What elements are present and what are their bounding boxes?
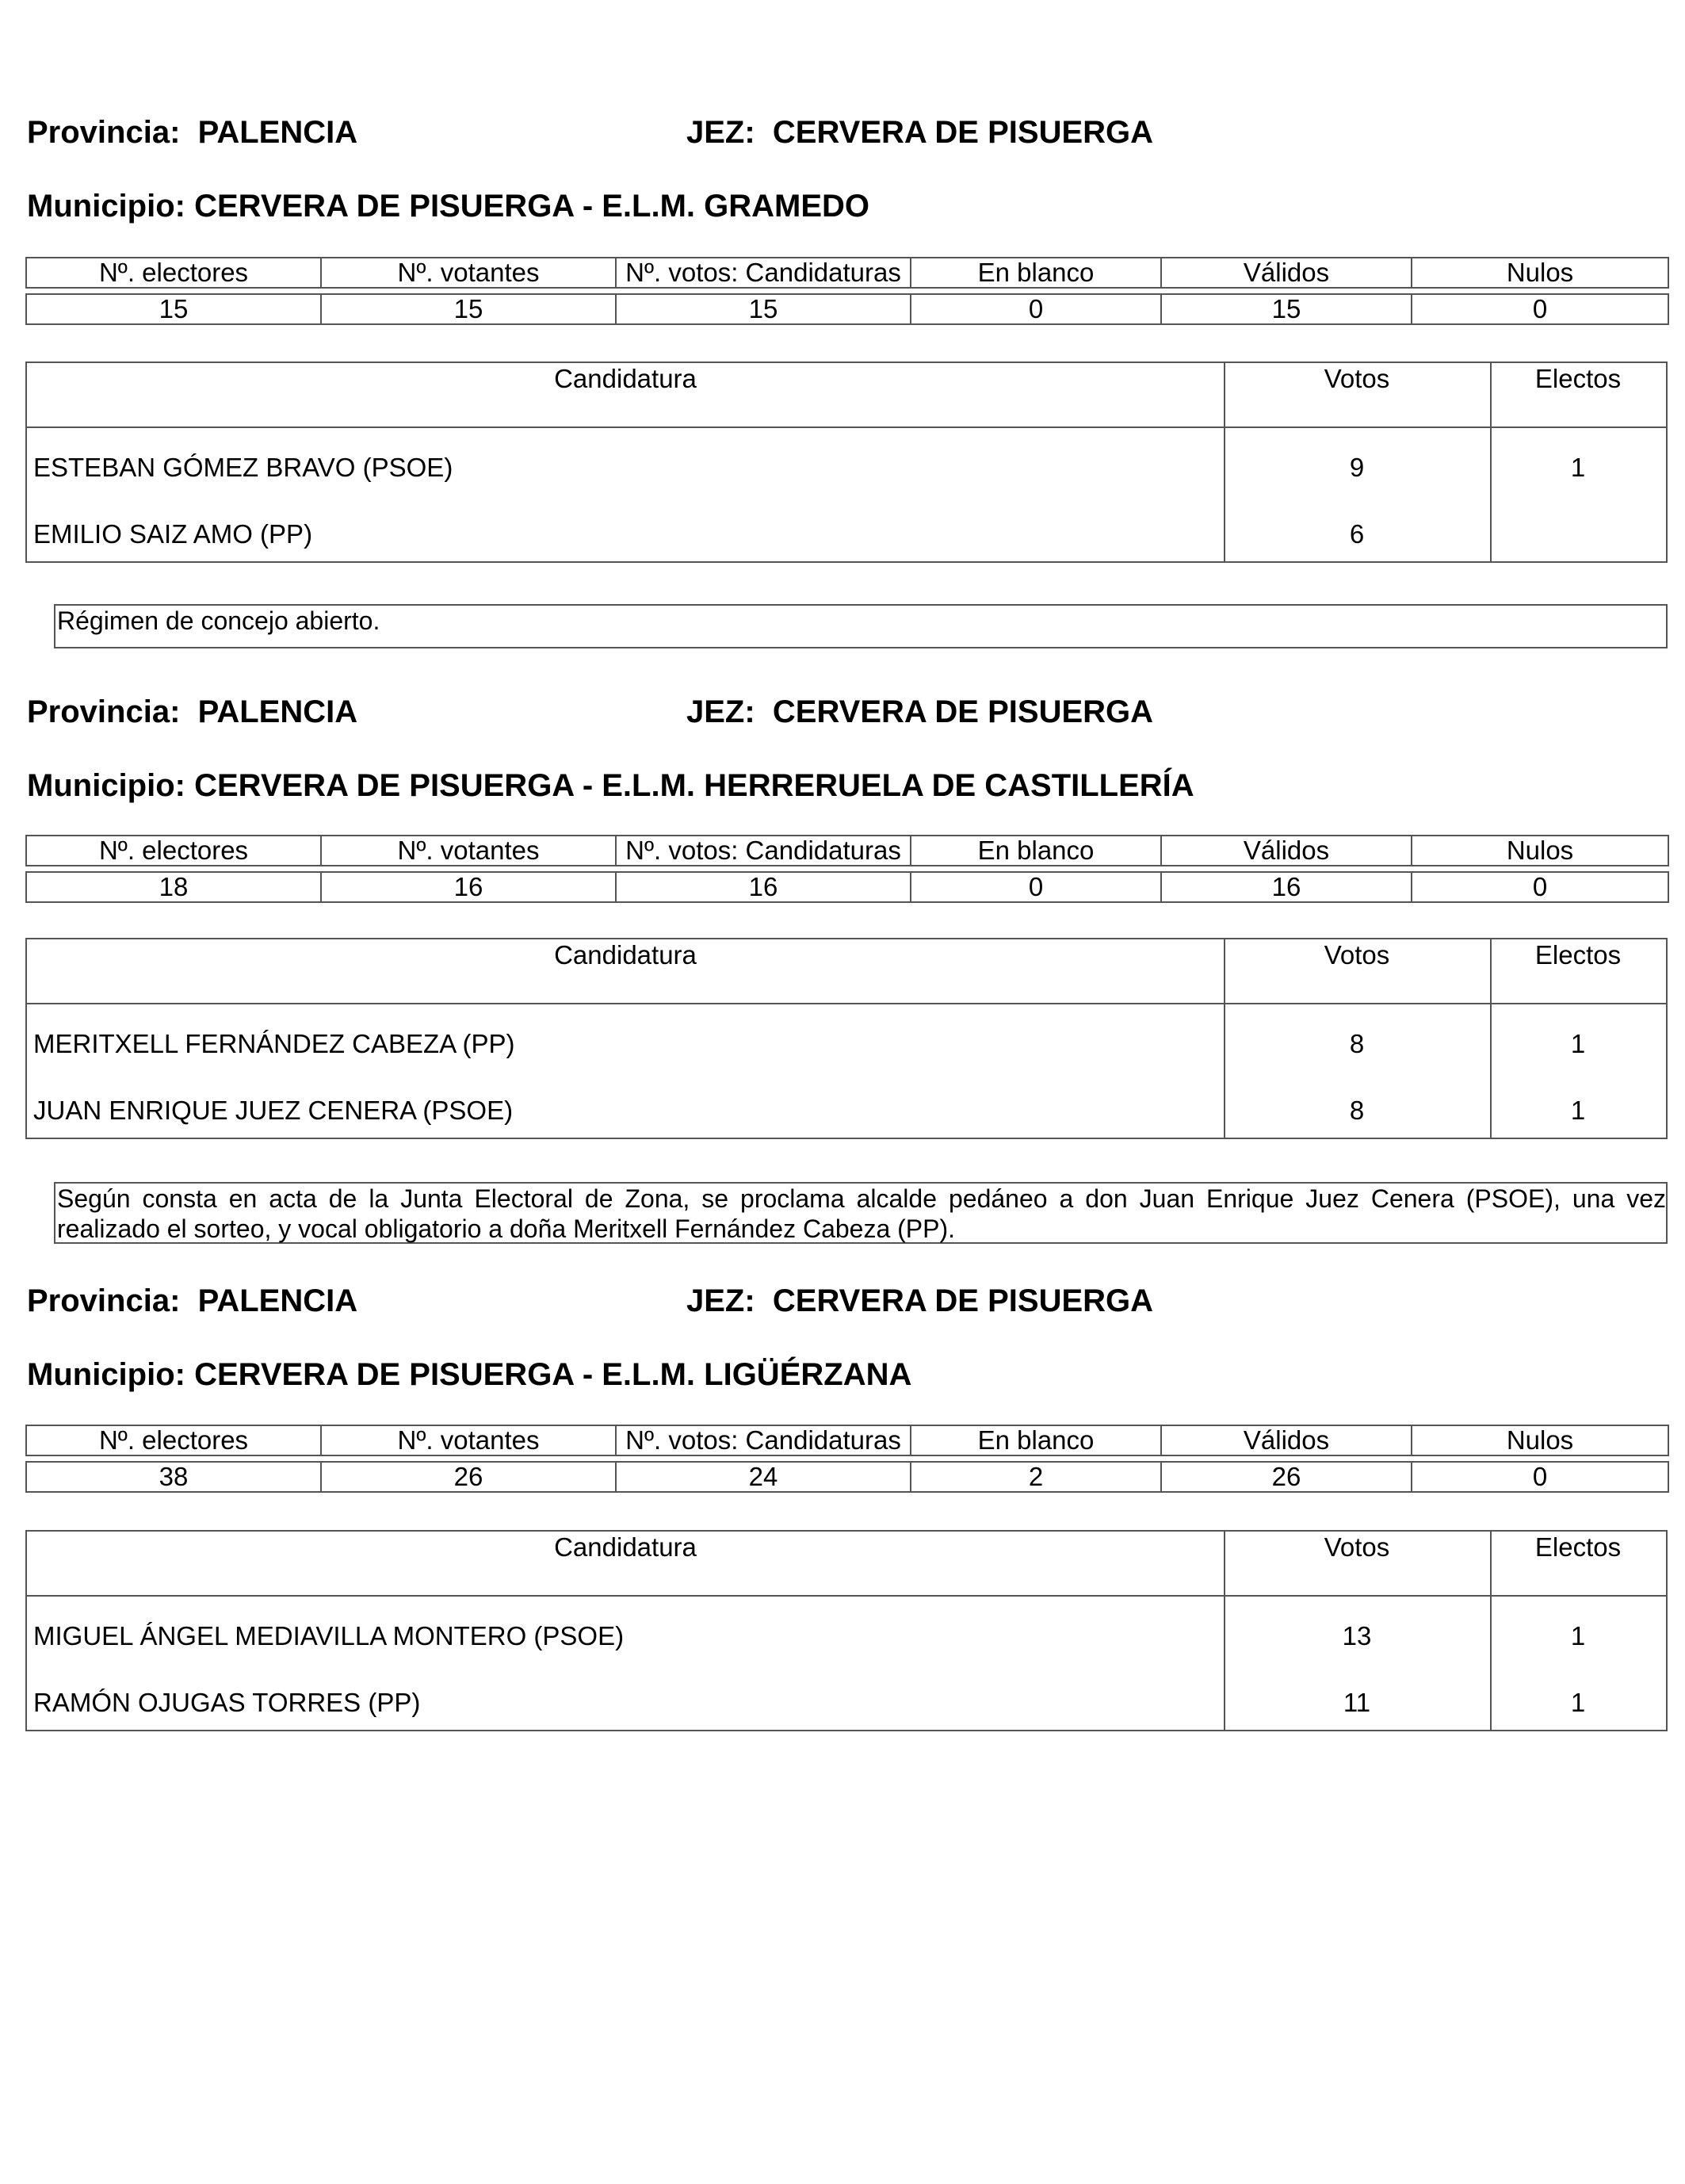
municipio-value: CERVERA DE PISUERGA - E.L.M. HERRERUELA DE CASTILLERÍA — [194, 768, 1194, 803]
candidate-row — [27, 1687, 1666, 1719]
candidatura-header: Candidatura — [554, 364, 697, 393]
stats-header: Válidos — [1161, 836, 1412, 866]
stats-value-row — [26, 1462, 1668, 1492]
candidate-name: EMILIO SAIZ AMO (PP) — [33, 519, 313, 549]
candidatura-header: Candidatura — [554, 940, 697, 970]
stats-header: Nº. votos: Candidaturas — [616, 1425, 911, 1455]
stats-value: 0 — [1412, 294, 1668, 324]
stats-value: 16 — [1161, 872, 1412, 902]
provincia-value: PALENCIA — [197, 694, 358, 729]
candidate-electos: 1 — [1570, 453, 1586, 482]
candidate-row — [27, 452, 1666, 484]
candidate-votos: 8 — [1349, 1029, 1365, 1058]
stats-value: 15 — [321, 294, 616, 324]
candidate-votos: 13 — [1342, 1621, 1372, 1650]
candidate-electos: 1 — [1570, 1621, 1586, 1650]
provincia-value: PALENCIA — [197, 115, 358, 150]
jez-label: JEZ: — [686, 694, 755, 729]
municipio-heading — [27, 767, 1194, 805]
stats-value: 15 — [1161, 294, 1412, 324]
municipio-value: CERVERA DE PISUERGA - E.L.M. GRAMEDO — [194, 189, 870, 224]
stats-header: Nulos — [1412, 258, 1668, 288]
note-box — [54, 1182, 1668, 1244]
jez-label: JEZ: — [686, 115, 755, 150]
candidates-table — [25, 1530, 1668, 1731]
stats-value-row — [26, 294, 1668, 324]
stats-header-row — [26, 1425, 1668, 1455]
municipio-label: Municipio: — [27, 189, 185, 224]
candidate-votos: 6 — [1349, 519, 1365, 549]
provincia-label: Provincia: — [27, 1283, 181, 1318]
electos-header: Electos — [1534, 1532, 1622, 1562]
stats-value: 26 — [321, 1462, 616, 1492]
votos-header: Votos — [1324, 940, 1390, 970]
votos-header: Votos — [1324, 1532, 1390, 1562]
candidate-electos: 1 — [1570, 1688, 1586, 1717]
municipio-label: Municipio: — [27, 1357, 185, 1392]
candidate-electos: 1 — [1570, 1029, 1586, 1058]
candidate-name: MIGUEL ÁNGEL MEDIAVILLA MONTERO (PSOE) — [33, 1621, 625, 1650]
provincia-value: PALENCIA — [197, 1283, 358, 1318]
stats-value: 16 — [616, 872, 911, 902]
provincia-heading — [27, 113, 357, 151]
stats-header-row — [26, 258, 1668, 288]
stats-value: 24 — [616, 1462, 911, 1492]
candidate-votos: 11 — [1343, 1688, 1371, 1717]
candidate-name: MERITXELL FERNÁNDEZ CABEZA (PP) — [33, 1029, 515, 1058]
stats-value: 15 — [26, 294, 321, 324]
stats-header: Nº. votantes — [321, 258, 616, 288]
candidates-body — [27, 1004, 1666, 1138]
jez-value: CERVERA DE PISUERGA — [772, 1283, 1154, 1318]
candidates-header — [27, 1532, 1666, 1597]
stats-header: Válidos — [1161, 1425, 1412, 1455]
note-text: Régimen de concejo abierto. — [57, 606, 380, 635]
stats-value: 0 — [911, 294, 1161, 324]
candidate-name: RAMÓN OJUGAS TORRES (PP) — [33, 1688, 421, 1717]
stats-header: Nº. votos: Candidaturas — [616, 836, 911, 866]
stats-header-row — [26, 836, 1668, 866]
stats-value: 0 — [911, 872, 1161, 902]
stats-value: 15 — [616, 294, 911, 324]
candidates-table — [25, 938, 1668, 1139]
candidate-row — [27, 518, 1666, 550]
stats-header: Nº. votantes — [321, 836, 616, 866]
stats-table — [25, 1425, 1669, 1493]
stats-table — [25, 835, 1669, 903]
candidates-table — [25, 361, 1668, 563]
stats-value: 16 — [321, 872, 616, 902]
stats-value: 2 — [911, 1462, 1161, 1492]
note-box — [54, 604, 1668, 648]
votos-header: Votos — [1324, 364, 1390, 393]
jez-label: JEZ: — [686, 1283, 755, 1318]
provincia-heading — [27, 1282, 357, 1320]
electos-header: Electos — [1534, 940, 1622, 970]
municipio-label: Municipio: — [27, 768, 185, 803]
stats-header: En blanco — [911, 1425, 1161, 1455]
stats-header: En blanco — [911, 258, 1161, 288]
municipio-heading — [27, 1356, 911, 1394]
stats-value: 26 — [1161, 1462, 1412, 1492]
municipio-value: CERVERA DE PISUERGA - E.L.M. LIGÜÉRZANA — [194, 1357, 912, 1392]
stats-header: Nº. votantes — [321, 1425, 616, 1455]
stats-header: Nº. votos: Candidaturas — [616, 258, 911, 288]
candidate-row — [27, 1028, 1666, 1060]
stats-value: 0 — [1412, 872, 1668, 902]
jez-heading — [686, 113, 1153, 151]
candidate-name: ESTEBAN GÓMEZ BRAVO (PSOE) — [33, 453, 453, 482]
candidate-row — [27, 1095, 1666, 1126]
candidate-name: JUAN ENRIQUE JUEZ CENERA (PSOE) — [33, 1096, 514, 1125]
jez-value: CERVERA DE PISUERGA — [772, 694, 1154, 729]
provincia-label: Provincia: — [27, 115, 181, 150]
candidatura-header: Candidatura — [554, 1532, 697, 1562]
candidate-votos: 9 — [1349, 453, 1365, 482]
jez-value: CERVERA DE PISUERGA — [772, 115, 1154, 150]
provincia-heading — [27, 693, 357, 731]
provincia-label: Provincia: — [27, 694, 181, 729]
candidate-row — [27, 1620, 1666, 1652]
candidate-votos: 8 — [1349, 1096, 1365, 1125]
candidates-header — [27, 939, 1666, 1004]
stats-header: Nº. electores — [26, 1425, 321, 1455]
candidate-electos: 1 — [1570, 1096, 1586, 1125]
municipio-heading — [27, 187, 869, 225]
jez-heading — [686, 693, 1153, 731]
stats-header: Nulos — [1412, 1425, 1668, 1455]
stats-header: Nulos — [1412, 836, 1668, 866]
candidates-body — [27, 428, 1666, 561]
stats-header: En blanco — [911, 836, 1161, 866]
stats-value-row — [26, 872, 1668, 902]
jez-heading — [686, 1282, 1153, 1320]
stats-value: 0 — [1412, 1462, 1668, 1492]
candidates-body — [27, 1597, 1666, 1730]
stats-table — [25, 257, 1669, 325]
electos-header: Electos — [1534, 364, 1622, 393]
stats-header: Nº. electores — [26, 258, 321, 288]
stats-value: 38 — [26, 1462, 321, 1492]
note-text: Según consta en acta de la Junta Electoral de Zona, se proclama alcalde pedáneo a don Juan Enrique Juez Cenera (PSOE), una vez realizado el sorteo, y vocal obligatorio a doña Meritxell Fernández Cabeza (PP). — [57, 1184, 1666, 1243]
stats-header: Válidos — [1161, 258, 1412, 288]
stats-value: 18 — [26, 872, 321, 902]
candidates-header — [27, 363, 1666, 428]
stats-header: Nº. electores — [26, 836, 321, 866]
